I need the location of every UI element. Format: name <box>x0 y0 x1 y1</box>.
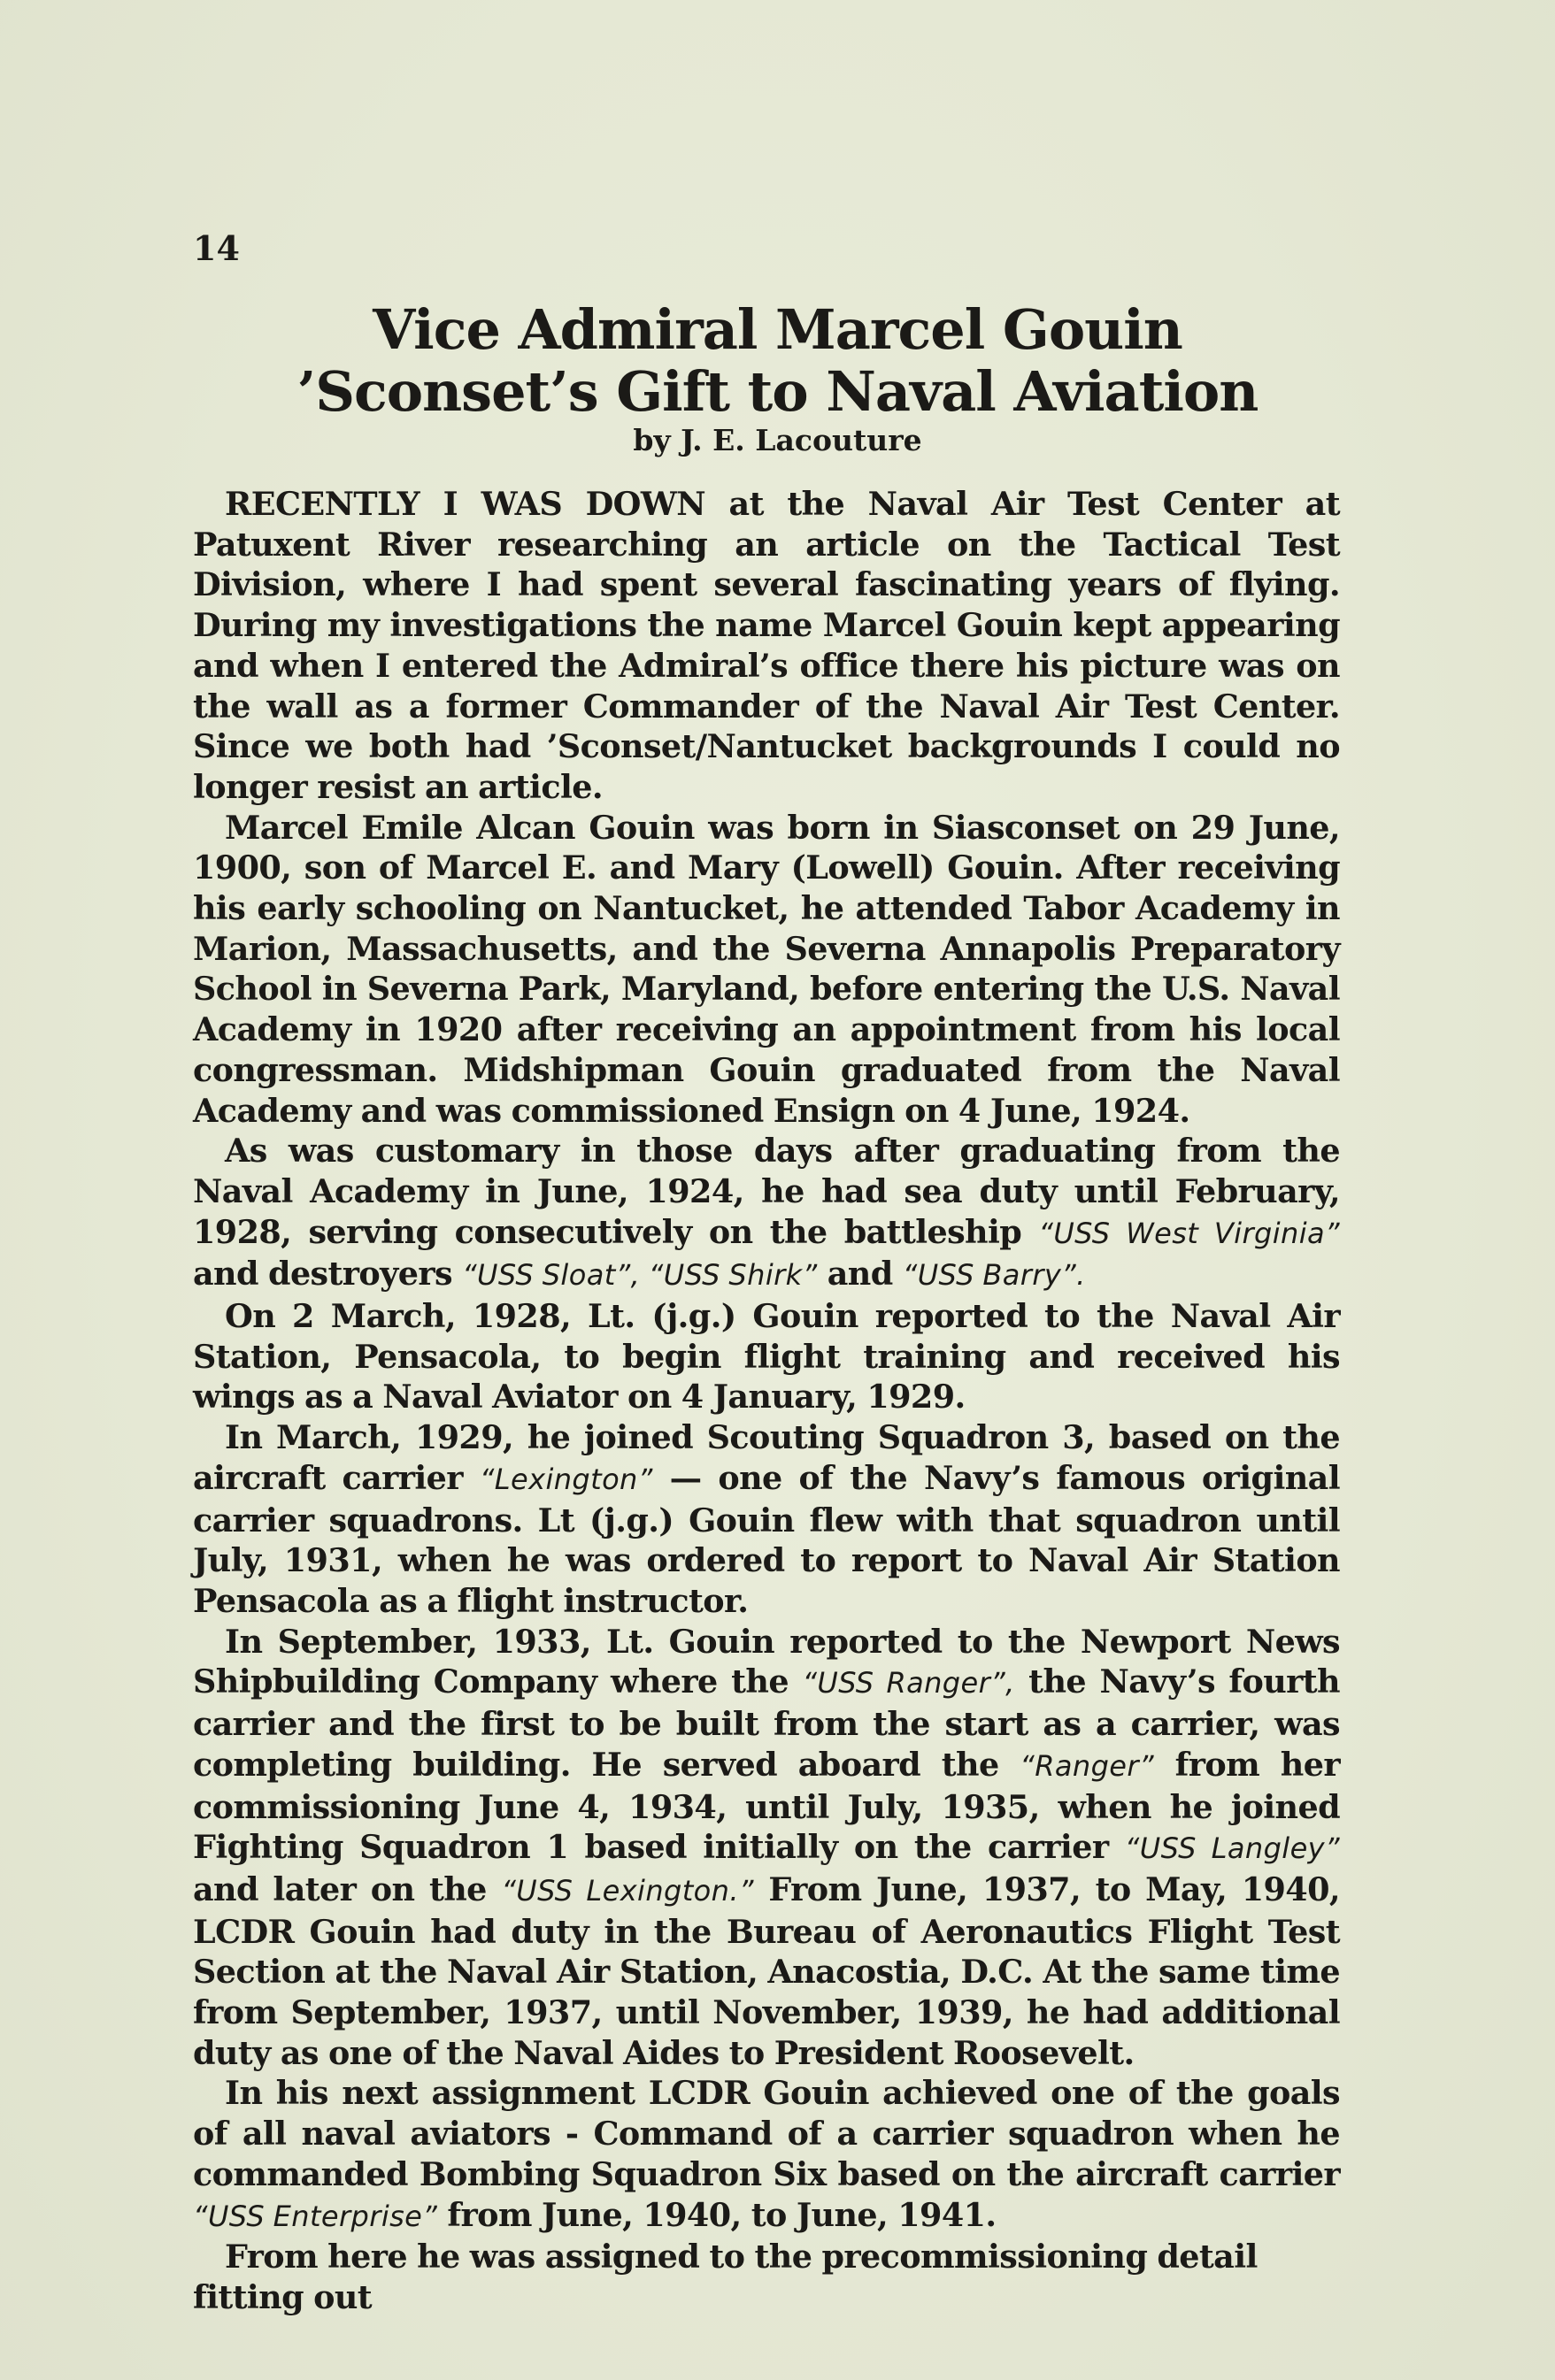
article-paragraph <box>193 1417 1340 1622</box>
article-paragraph <box>193 484 1340 808</box>
ship-name: “USS Enterprise” <box>193 2199 438 2233</box>
article-paragraph <box>193 2073 1340 2237</box>
paragraph-text: From June, 1937, to May, 1940, LCDR Gouin had duty in the Bureau of Aeronautics Flight Test Section at the Naval Air Station, Anacostia, D.C. At the same time from September, 1937, until November, 1939, he had additional duty as one of the Naval Aides to President Roosevelt. <box>193 1869 1340 2072</box>
page-number: 14 <box>193 228 240 268</box>
article-title-line-2: ’Sconset’s Gift to Naval Aviation <box>296 359 1259 424</box>
paragraph-text: from her commissioning June 4, 1934, until July, 1935, when he joined Fighting Squadron 1 based initially on the carrier <box>193 1745 1340 1867</box>
ship-name: “USS Lexington.” <box>501 1873 754 1908</box>
paragraph-text: In September, 1933, Lt. Gouin reported to the Newport News Shipbuilding Company where the <box>193 1622 1340 1701</box>
article-paragraph <box>193 1131 1340 1296</box>
article-paragraph <box>193 1622 1340 2074</box>
paragraph-text: and <box>817 1255 903 1294</box>
paragraph-text: the Navy’s fourth carrier and the first to be built from the start as a carrier, was completing building. He served aboard the <box>193 1662 1340 1784</box>
ship-name: “USS Barry”. <box>902 1258 1086 1293</box>
ship-name: “Ranger” <box>1020 1748 1154 1783</box>
paragraph-text: From here he was assigned to the precommissioning detail fitting out <box>193 2238 1258 2316</box>
paragraph-text: On 2 March, 1928, Lt. (j.g.) Gouin reported to the Naval Air Station, Pensacola, to begin flight training and received his wings as a Naval Aviator on 4 January, 1929. <box>193 1297 1340 1416</box>
paragraph-text: In his next assignment LCDR Gouin achieved one of the goals of all naval aviators - Command of a carrier squadron when he commanded Bombing Squadron Six based on the aircraft carrier <box>193 2074 1340 2193</box>
paragraph-text: from June, 1940, to June, 1941. <box>437 2195 997 2234</box>
paragraph-text: — one of the Navy’s famous original carrier squadrons. Lt (j.g.) Gouin flew with that squadron until July, 1931, when he was ordered to report to Naval Air Station Pensacola as a flight instructor. <box>193 1458 1340 1620</box>
paragraph-text: and later on the <box>193 1869 502 1908</box>
ship-name: “USS Langley” <box>1124 1831 1340 1866</box>
ship-name: “USS Ranger”, <box>802 1666 1015 1701</box>
paragraph-text: As was customary in those days after graduating from the Naval Academy in June, 1924, he had sea duty until February, 1928, serving consecutively on the battleship <box>193 1132 1340 1251</box>
article-paragraph <box>193 2237 1340 2317</box>
article-paragraph <box>193 1296 1340 1417</box>
article-byline: by J. E. Lacouture <box>633 423 922 457</box>
article-paragraph <box>193 808 1340 1132</box>
paragraph-text: Marcel Emile Alcan Gouin was born in Siasconset on 29 June, 1900, son of Marcel E. and Mary (Lowell) Gouin. After receiving his early schooling on Nantucket, he attended Tabor Academy in Marion, Massachusetts, and the Severna Annapolis Preparatory School in Severna Park, Maryland, before entering the U.S. Naval Academy in 1920 after receiving an appointment from his local congressman. Midshipman Gouin graduated from the Naval Academy and was commissioned Ensign on 4 June, 1924. <box>193 808 1340 1130</box>
article-title-line-1: Vice Admiral Marcel Gouin <box>373 297 1182 362</box>
ship-name: “USS Sloat”, “USS Shirk” <box>462 1258 818 1293</box>
paragraph-text: RECENTLY I WAS DOWN <box>225 485 706 523</box>
paragraph-text: In March, 1929, he joined Scouting Squadron 3, based on the aircraft carrier <box>193 1418 1340 1497</box>
ship-name: “Lexington” <box>479 1462 653 1496</box>
ship-name: “USS West Virginia” <box>1038 1216 1340 1250</box>
article-body <box>193 484 1340 2318</box>
paragraph-text: at the Naval Air Test Center at Patuxent River researching an article on the Tactical Test Division, where I had spent several fascinating years of flying. During my investigations the name Marcel Gouin kept appearing and when I entered the Admiral’s office there his picture was on the wall as a former Commander of the Naval Air Test Center. Since we both had ’Sconset/Nantucket backgrounds I could no longer resist an article. <box>193 485 1340 806</box>
paragraph-text: and destroyers <box>193 1255 463 1294</box>
